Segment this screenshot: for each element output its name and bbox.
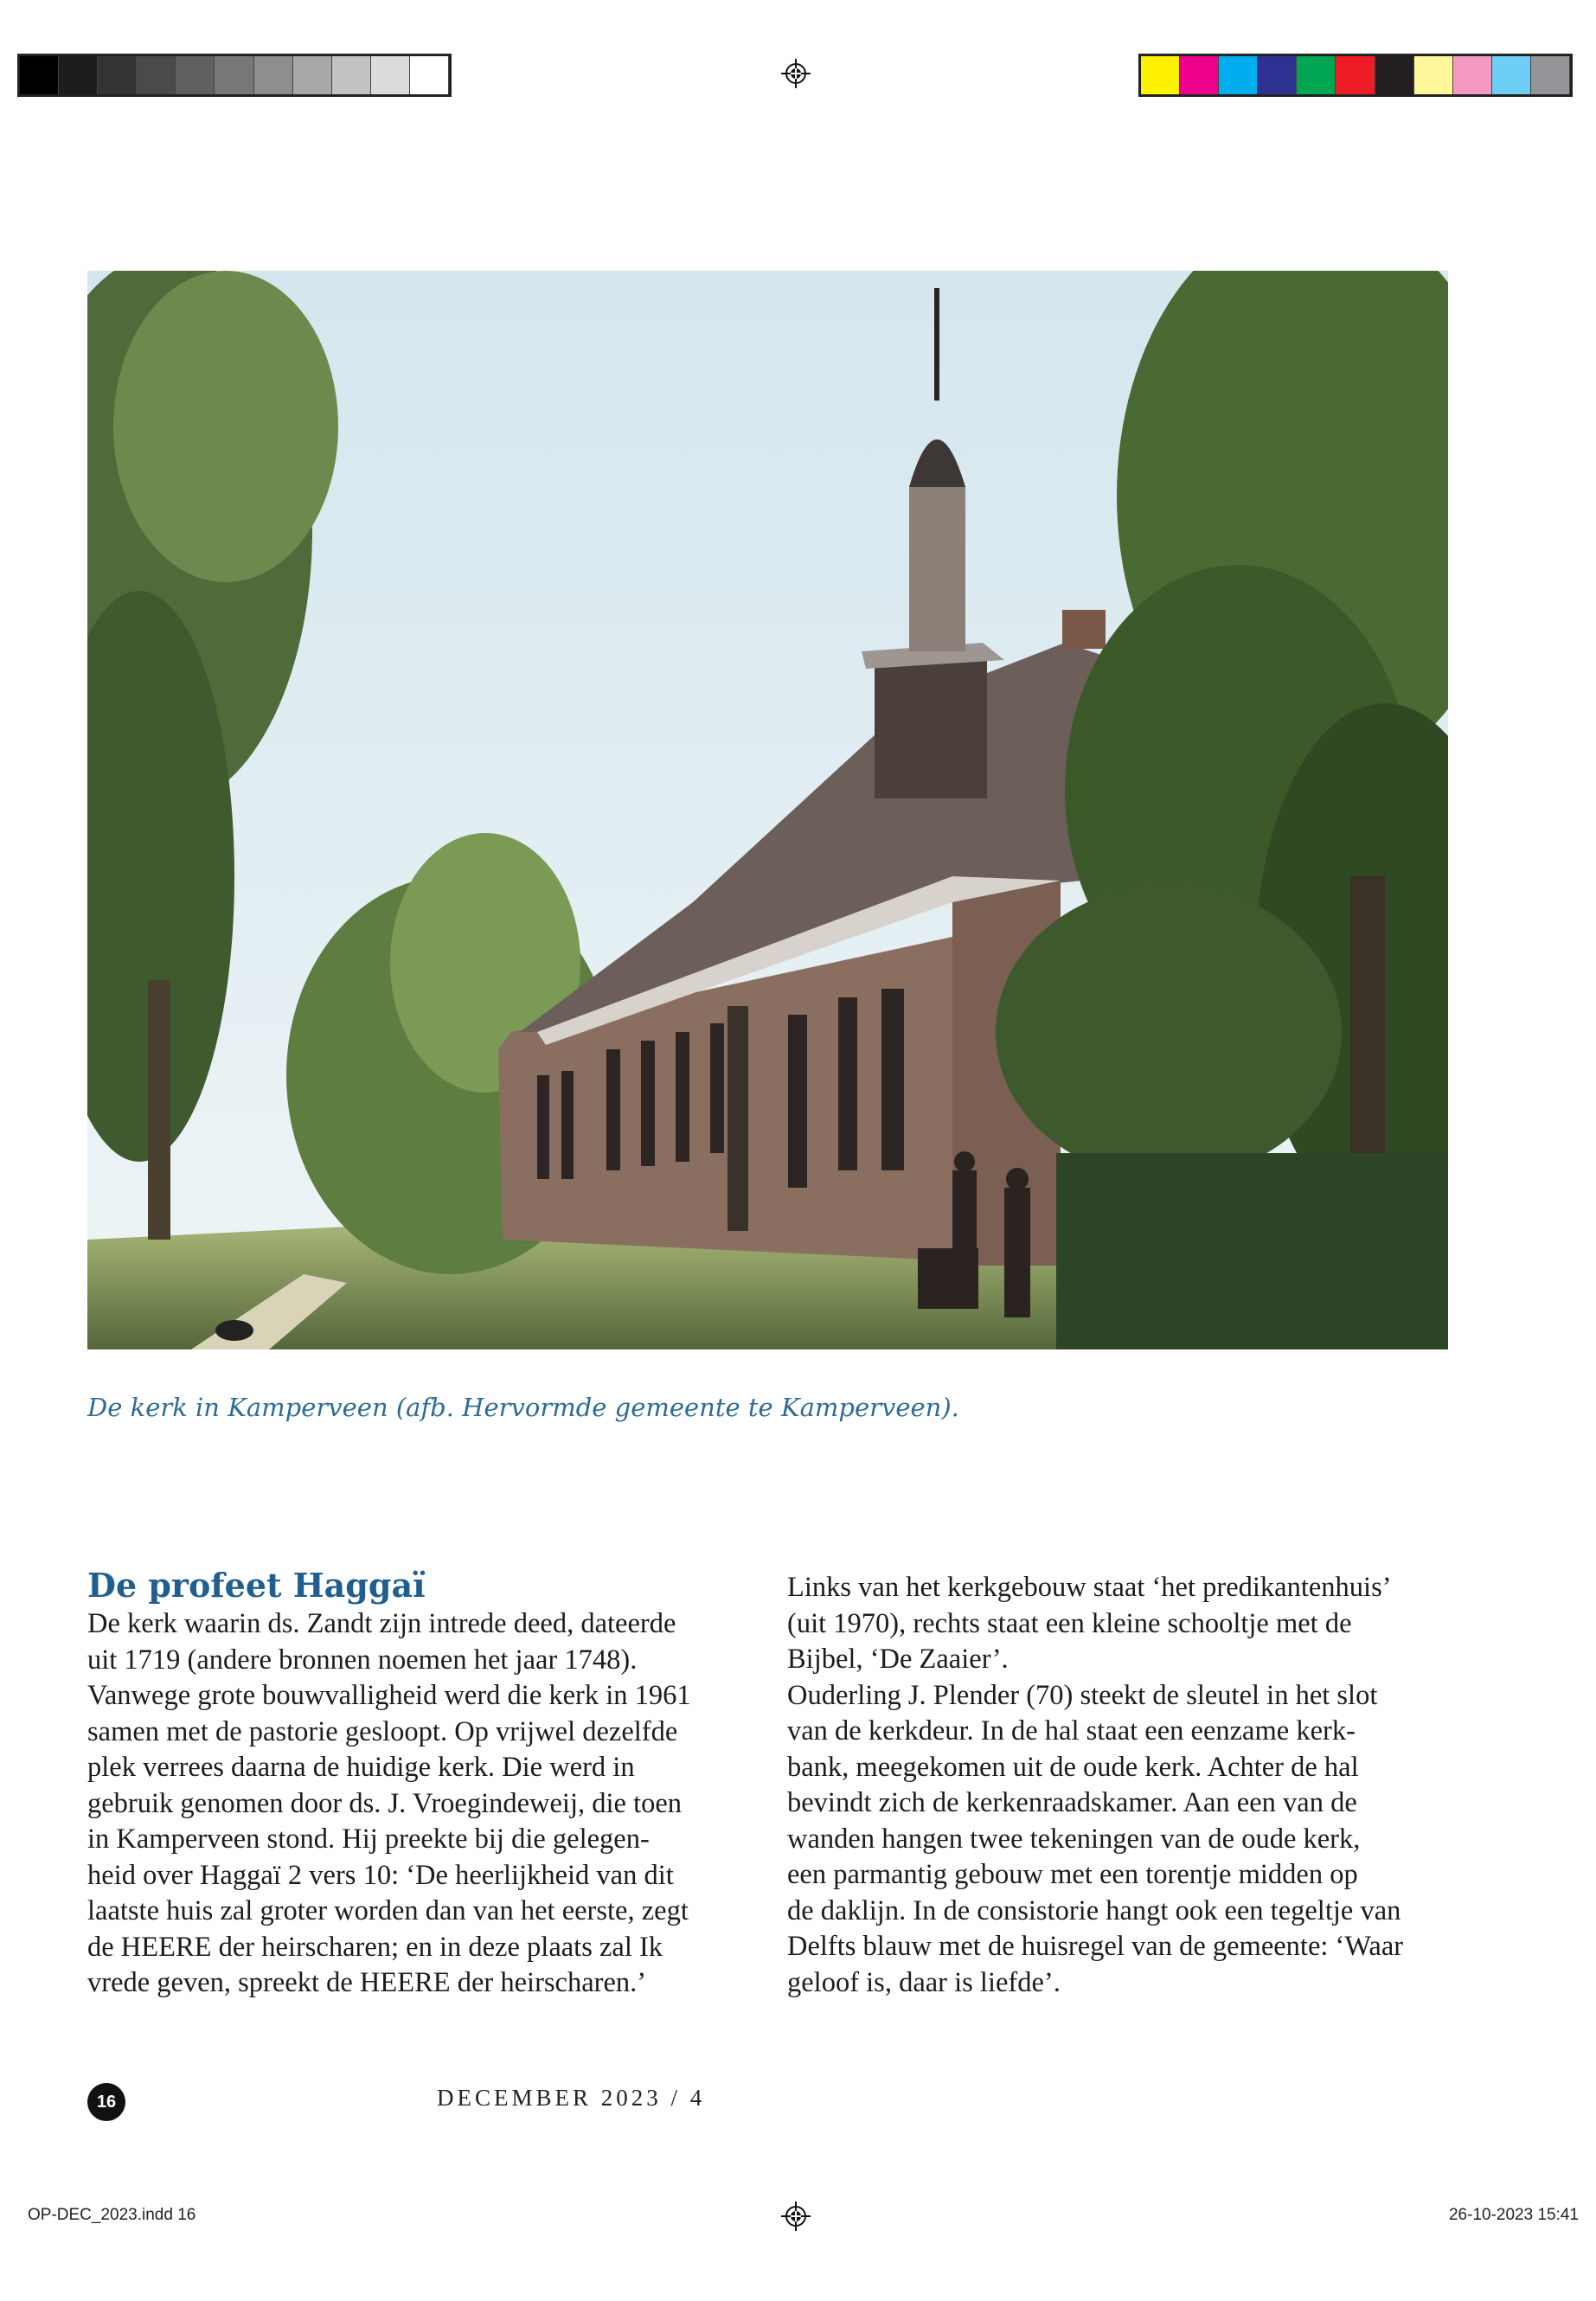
text-line: wanden hangen twee tekeningen van de oude kerk,: [787, 1823, 1361, 1855]
process-color-swatch: [1180, 56, 1219, 94]
text-line: een parmantig gebouw met een torentje midden op: [787, 1859, 1358, 1890]
process-color-swatch: [1453, 56, 1492, 94]
text-line: Ouderling J. Plender (70) steekt de sleutel in het slot: [787, 1679, 1378, 1711]
issue-label: DECEMBER 2023 / 4: [437, 2085, 706, 2111]
text-line: uit 1719 (andere bronnen noemen het jaar 1748).: [87, 1644, 638, 1676]
grayscale-swatch: [293, 56, 332, 94]
text-line: in Kamperveen stond. Hij preekte bij die gelegen-: [87, 1823, 650, 1855]
text-line: Links van het kerkgebouw staat ‘het predikantenhuis’: [787, 1572, 1392, 1603]
grayscale-swatch: [20, 56, 59, 94]
process-color-bar: [1138, 54, 1573, 97]
registration-mark-top: [781, 59, 811, 88]
process-color-swatch: [1375, 56, 1414, 94]
process-color-swatch: [1492, 56, 1531, 94]
photo-caption: De kerk in Kamperveen (afb. Hervormde gemeente te Kamperveen).: [87, 1393, 959, 1422]
text-line: Bijbel, ‘De Zaaier’.: [787, 1644, 1009, 1675]
grayscale-swatch: [176, 56, 215, 94]
text-line: samen met de pastorie gesloopt. Op vrijwel dezelfde: [87, 1715, 678, 1747]
text-line: geloof is, daar is liefde’.: [787, 1966, 1061, 1998]
process-color-swatch: [1141, 56, 1180, 94]
process-color-swatch: [1414, 56, 1453, 94]
grayscale-swatch: [98, 56, 137, 94]
slug-timestamp: 26-10-2023 15:41: [1448, 2206, 1579, 2224]
grayscale-swatch: [410, 56, 449, 94]
text-line: de daklijn. In de consistorie hangt ook een tegeltje van: [787, 1894, 1401, 1926]
grayscale-swatch: [215, 56, 253, 94]
text-line: vrede geven, spreekt de HEERE der heirscharen.’: [87, 1967, 647, 1998]
text-line: gebruik genomen door ds. J. Vroegindeweij, die toen: [87, 1787, 683, 1819]
article-heading: De profeet Haggaï: [87, 1566, 426, 1605]
text-line: bank, meegekomen uit de oude kerk. Achter de hal: [787, 1751, 1359, 1783]
process-color-swatch: [1531, 56, 1570, 94]
page-number: 16: [87, 2083, 125, 2121]
article-column-right: [787, 1570, 1445, 2001]
text-line: De kerk waarin ds. Zandt zijn intrede deed, dateerde: [87, 1608, 676, 1639]
slug-filename: OP-DEC_2023.indd 16: [28, 2206, 196, 2224]
process-color-swatch: [1258, 56, 1297, 94]
text-line: van de kerkdeur. In de hal staat een eenzame kerk-: [787, 1715, 1356, 1747]
text-line: de HEERE der heirscharen; en in deze plaats zal Ik: [87, 1931, 663, 1963]
grayscale-color-bar: [17, 54, 452, 97]
text-line: heid over Haggaï 2 vers 10: ‘De heerlijkheid van dit: [87, 1859, 674, 1891]
grayscale-swatch: [137, 56, 176, 94]
process-color-swatch: [1219, 56, 1258, 94]
church-illustration: [87, 271, 1448, 1349]
article-column-left: [87, 1606, 745, 2002]
grayscale-swatch: [371, 56, 410, 94]
registration-mark-bottom: [781, 2202, 811, 2231]
grayscale-swatch: [59, 56, 98, 94]
text-line: Delfts blauw met de huisregel van de gemeente: ‘Waar: [787, 1931, 1404, 1962]
text-line: bevindt zich de kerkenraadskamer. Aan een van de: [787, 1787, 1357, 1818]
process-color-swatch: [1297, 56, 1336, 94]
text-line: plek verrees daarna de huidige kerk. Die werd in: [87, 1752, 635, 1783]
text-line: (uit 1970), rechts staat een kleine schooltje met de: [787, 1607, 1352, 1639]
text-line: laatste huis zal groter worden dan van het eerste, zegt: [87, 1895, 689, 1926]
church-photo: [87, 271, 1448, 1349]
grayscale-swatch: [254, 56, 293, 94]
process-color-swatch: [1336, 56, 1375, 94]
grayscale-swatch: [332, 56, 371, 94]
text-line: Vanwege grote bouwvalligheid werd die kerk in 1961: [87, 1680, 691, 1711]
